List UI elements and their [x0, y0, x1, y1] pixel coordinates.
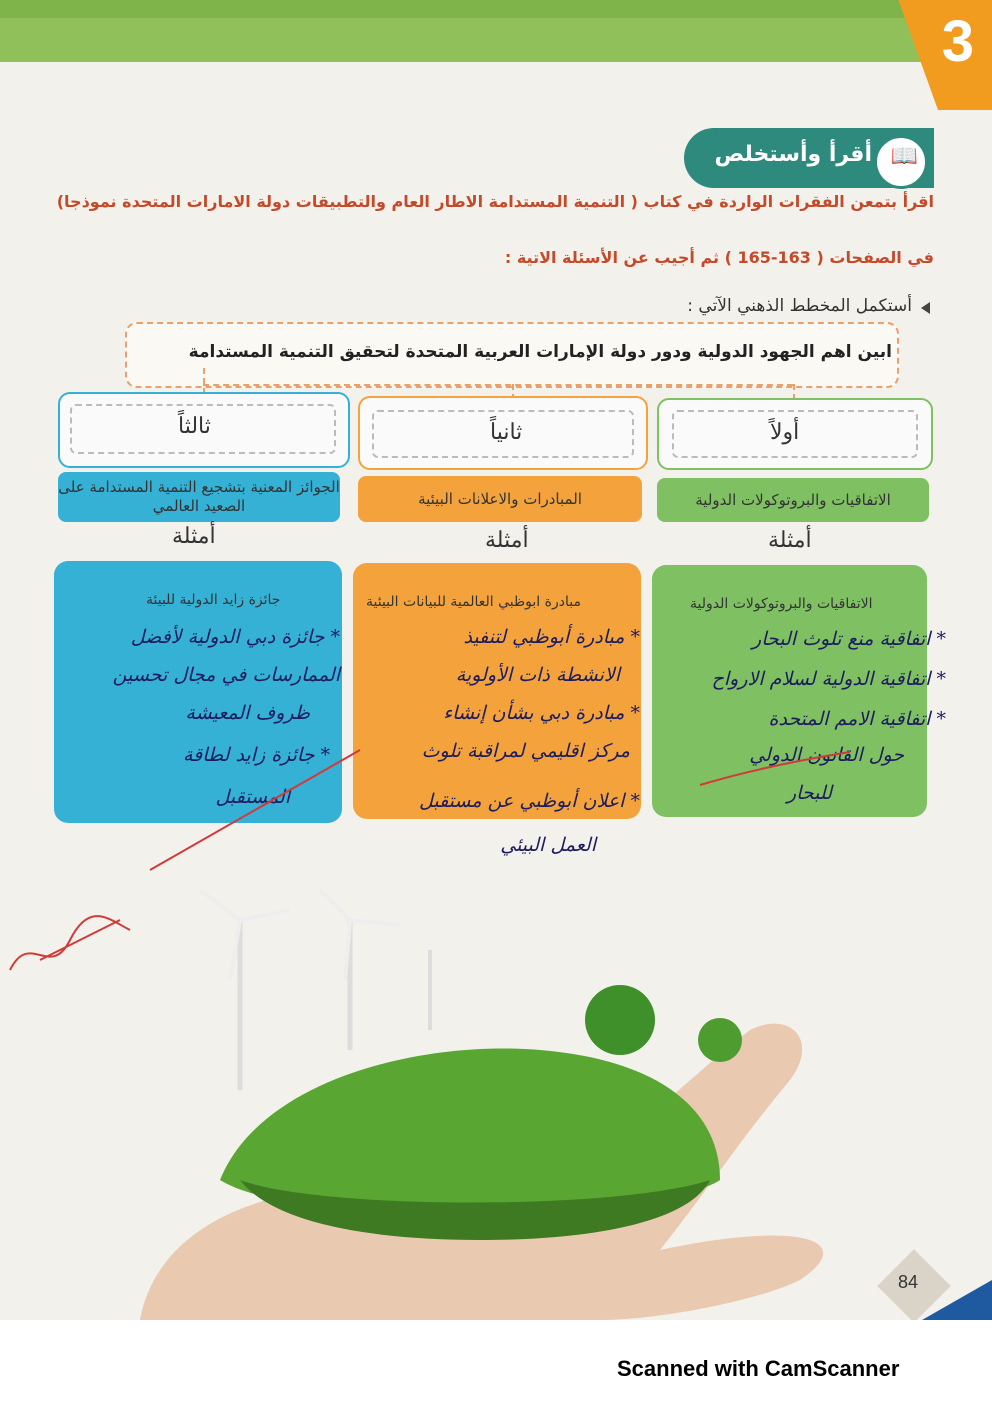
- scanner-footer: Scanned with CamScanner: [617, 1356, 900, 1381]
- instruction-line-2: في الصفحات ( 163-165 ) ثم أجيب عن الأسئلة الاتية :: [504, 248, 934, 267]
- col2-examples-label: أمثلة: [485, 528, 529, 553]
- col3-category: الجوائز المعنية بتشجيع التنمية المستدامة على الصعيد العالمي: [58, 472, 340, 522]
- col1-hw-line-1: * اتفاقية منع تلوث البحار: [752, 628, 946, 650]
- tree: [585, 985, 655, 1055]
- col1-hw-line-5: للبحار: [786, 782, 832, 804]
- col3-examples-label: أمثلة: [172, 524, 216, 549]
- col2-hw-line-3: * مبادرة دبي بشأن إنشاء: [443, 702, 640, 724]
- col3-hw-line-1: * جائزة دبي الدولية لأفضل: [130, 626, 340, 648]
- task-prompt: أستكمل المخطط الذهني الآتي :: [687, 296, 912, 316]
- col3-hw-line-5: المستقبل: [215, 786, 290, 808]
- earth-in-hand-illustration: [100, 880, 980, 1320]
- col1-hw-line-4: حول القانون الدولي: [749, 744, 904, 766]
- col2-hw-line-5: * اعلان أبوظبي عن مستقبل: [418, 790, 640, 812]
- col2-panel-heading: مبادرة ابوظبي العالمية للبيانات البيئية: [366, 594, 581, 610]
- tree-small: [698, 1018, 742, 1062]
- col2-hw-line-6: العمل البيئي: [500, 834, 596, 856]
- bullet-triangle-icon: [921, 302, 930, 314]
- col3-hw-line-4: * جائزة زايد لطاقة: [182, 744, 330, 766]
- col1-panel-heading: الاتفاقيات والبروتوكولات الدولية: [690, 596, 873, 612]
- unit-number: 3: [941, 9, 974, 74]
- connector-left: [203, 368, 205, 394]
- col3-hw-line-2: الممارسات في مجال تحسين: [112, 664, 340, 686]
- col3-label: ثالثاً: [178, 414, 211, 439]
- col3-panel-heading: جائزة زايد الدولية للبيئة: [146, 592, 281, 608]
- wind-turbine-2-blades: [320, 890, 400, 980]
- col2-hw-line-1: * مبادرة أبوظبي لتنفيذ: [463, 626, 640, 648]
- col2-hw-line-2: الانشطة ذات الأولوية: [455, 664, 620, 686]
- page-number: 84: [898, 1272, 919, 1292]
- col1-examples-label: أمثلة: [768, 528, 812, 553]
- col1-hw-line-3: * اتفاقية الامم المتحدة: [768, 708, 946, 730]
- col2-label: ثانياً: [490, 420, 523, 445]
- top-green-strip: [0, 0, 992, 18]
- col1-label: أولاً: [770, 420, 800, 445]
- main-question: ابين اهم الجهود الدولية ودور دولة الإمارات العربية المتحدة لتحقيق التنمية المستدامة: [188, 342, 892, 362]
- connector-horizontal: [203, 384, 793, 386]
- earth-grass: [220, 1049, 720, 1214]
- wind-turbine-1-blades: [200, 890, 290, 980]
- col2-hw-line-4: مركز اقليمي لمراقبة تلوث: [421, 740, 630, 762]
- instruction-line-1: اقرأ بتمعن الفقرات الواردة في كتاب ( التنمية المستدامة الاطار العام والتطبيقات دولة الامارات المتحدة نموذجا): [56, 192, 934, 211]
- col2-category: المبادرات والاعلانات البيئية: [358, 476, 642, 522]
- col1-hw-line-2: * اتفاقية الدولية لسلام الارواح: [711, 668, 946, 690]
- section-title: أقرأ وأستخلص: [714, 142, 872, 167]
- col1-category: الاتفاقيات والبروتوكولات الدولية: [657, 478, 929, 522]
- col3-hw-line-3: ظروف المعيشة: [185, 702, 310, 724]
- book-icon: 📖: [890, 144, 918, 169]
